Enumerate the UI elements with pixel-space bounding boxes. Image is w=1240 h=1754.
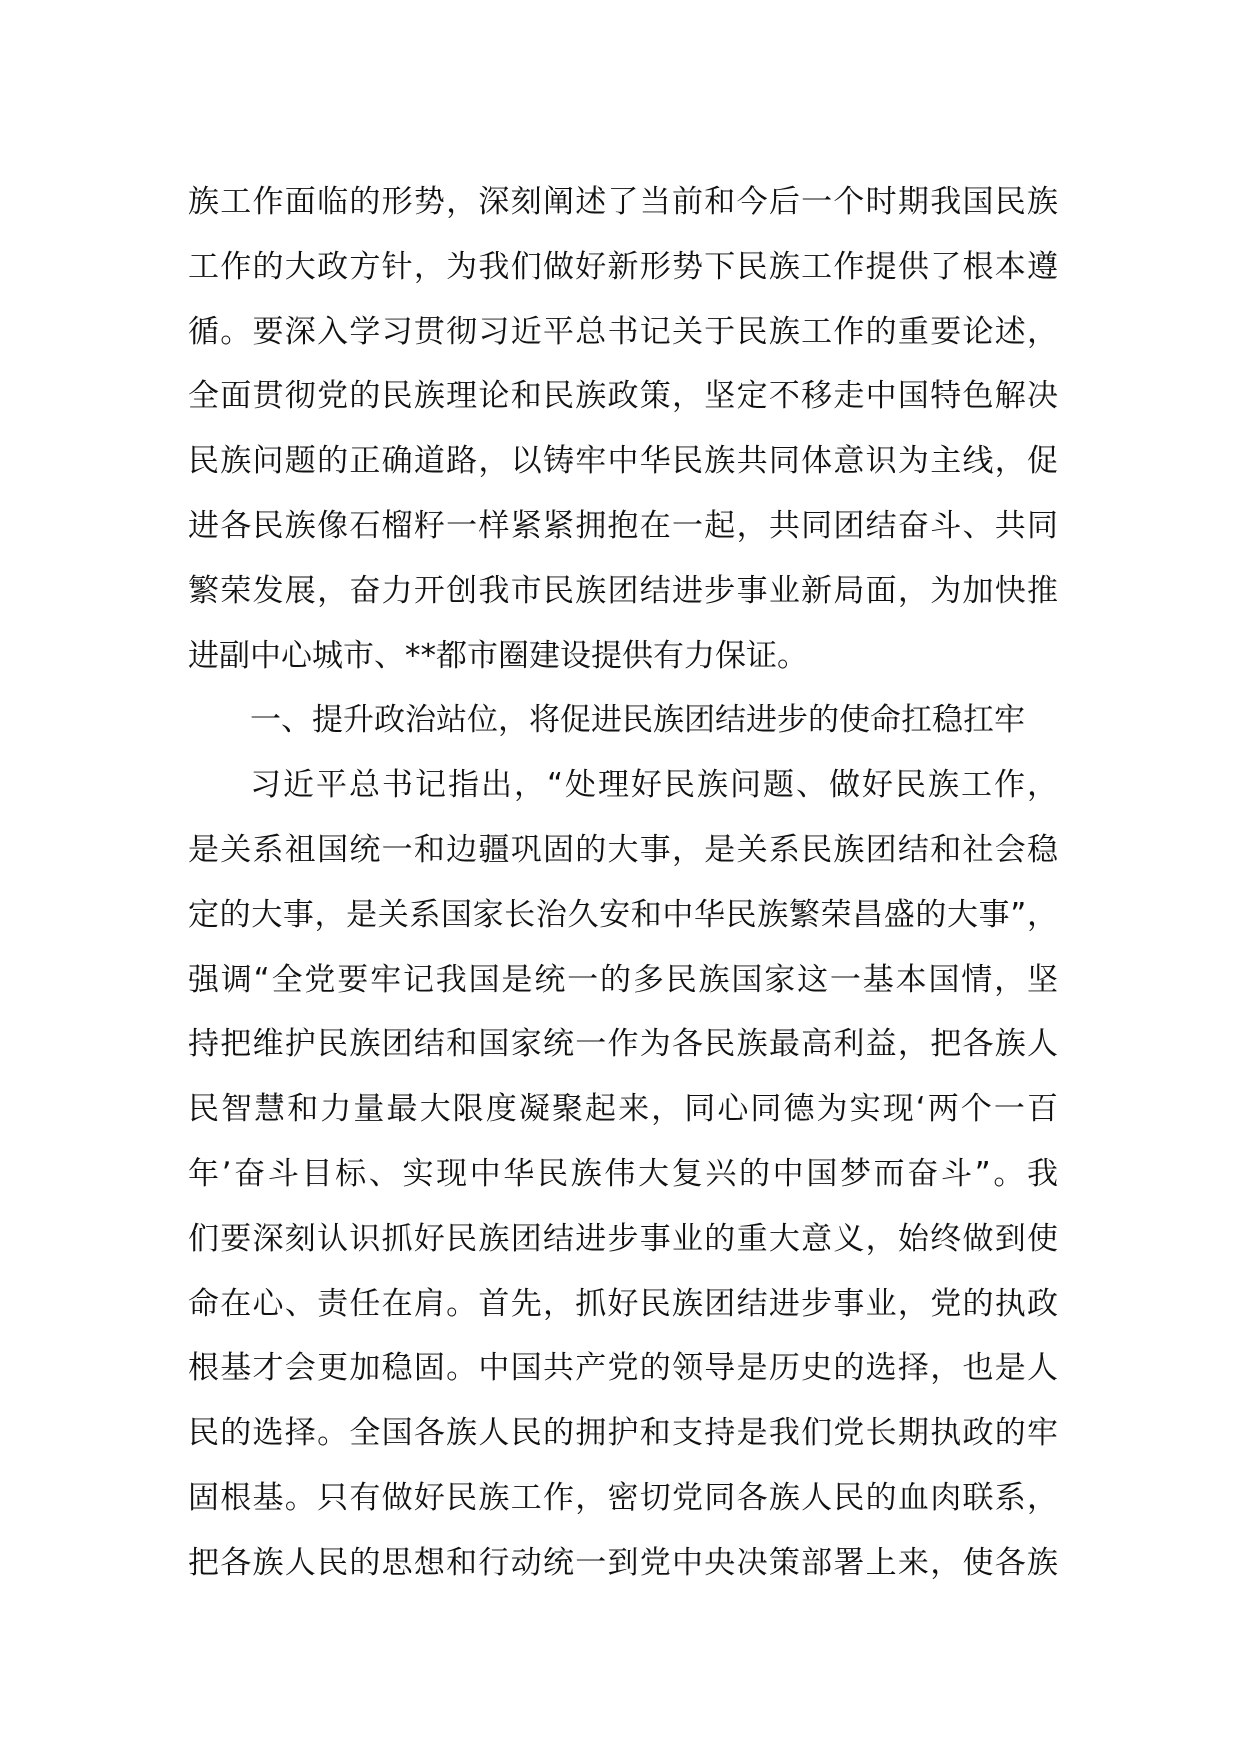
text-line: 循。要深入学习贯彻习近平总书记关于民族工作的重要论述，: [188, 313, 1058, 350]
text-line: 民的选择。全国各族人民的拥护和支持是我们党长期执政的牢: [188, 1415, 1058, 1452]
text-line: 年’奋斗目标、实现中华民族伟大复兴的中国梦而奋斗”。我: [188, 1155, 1058, 1192]
text-line: 固根基。只有做好民族工作，密切党同各族人民的血肉联系，: [188, 1479, 1058, 1516]
text-line: 全面贯彻党的民族理论和民族政策，坚定不移走中国特色解决: [188, 378, 1058, 415]
text-line: 命在心、责任在肩。首先，抓好民族团结进步事业，党的执政: [188, 1285, 1058, 1322]
text-line: 民族问题的正确道路，以铸牢中华民族共同体意识为主线，促: [188, 443, 1058, 480]
text-line: 把各族人民的思想和行动统一到党中央决策部署上来，使各族: [188, 1544, 1058, 1581]
text-line: 族工作面临的形势，深刻阐述了当前和今后一个时期我国民族: [188, 184, 1058, 220]
section-heading: 一、提升政治站位，将促进民族团结进步的使命扛稳扛牢: [250, 702, 1025, 739]
text-line: 是关系祖国统一和边疆巩固的大事，是关系民族团结和社会稳: [188, 831, 1058, 868]
text-line: 强调“全党要牢记我国是统一的多民族国家这一基本国情，坚: [188, 961, 1058, 998]
text-line: 们要深刻认识抓好民族团结进步事业的重大意义，始终做到使: [188, 1220, 1058, 1257]
text-line: 持把维护民族团结和国家统一作为各民族最高利益，把各族人: [188, 1026, 1058, 1063]
body-text: [188, 170, 1058, 1596]
text-line: 繁荣发展，奋力开创我市民族团结进步事业新局面，为加快推: [188, 572, 1058, 609]
text-line: 进各民族像石榴籽一样紧紧拥抱在一起，共同团结奋斗、共同: [188, 507, 1058, 544]
text-line: 定的大事，是关系国家长治久安和中华民族繁荣昌盛的大事”，: [188, 896, 1058, 933]
text-line: 习近平总书记指出，“处理好民族问题、做好民族工作，: [250, 767, 1058, 804]
text-line: 工作的大政方针，为我们做好新形势下民族工作提供了根本遵: [188, 248, 1058, 285]
text-line: 根基才会更加稳固。中国共产党的领导是历史的选择，也是人: [188, 1350, 1058, 1387]
text-line: 进副中心城市、**都市圈建设提供有力保证。: [188, 637, 808, 674]
text-line: 民智慧和力量最大限度凝聚起来，同心同德为实现‘两个一百: [188, 1091, 1058, 1128]
